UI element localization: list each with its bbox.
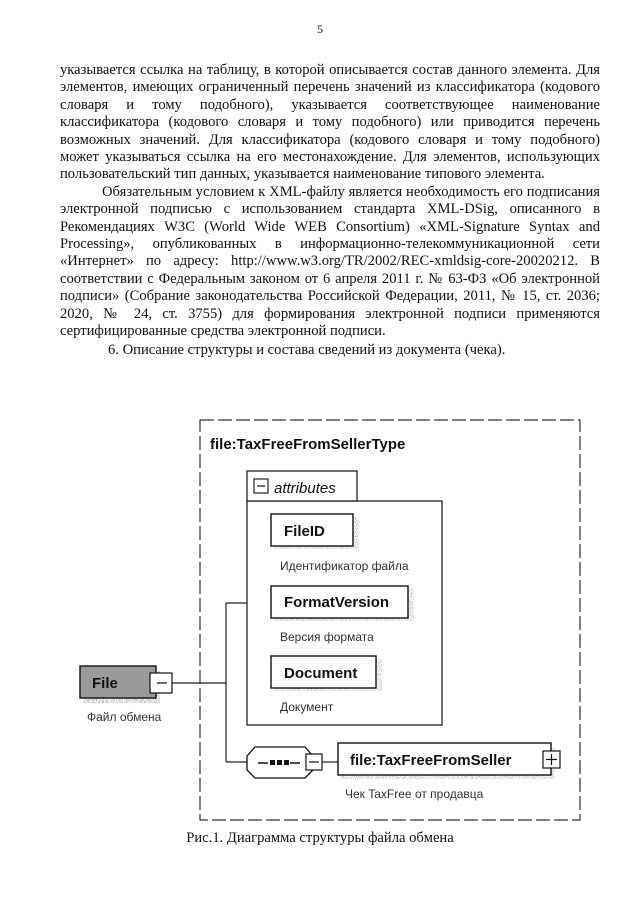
attribute-formatversion[interactable]	[271, 586, 414, 621]
attribute-name: FileID	[284, 523, 325, 540]
figure-caption: Рис.1. Диаграмма структуры файла обмена	[186, 830, 454, 846]
attribute-name: Document	[284, 665, 358, 682]
attribute-description: Идентификатор файла	[280, 559, 409, 573]
root-element-file[interactable]	[80, 666, 172, 703]
root-name: File	[92, 675, 118, 692]
attribute-document[interactable]	[271, 656, 382, 691]
page-number: 5	[317, 22, 323, 36]
section-heading: 6. Описание структуры и состава сведений из документа (чека).	[108, 341, 506, 358]
paragraph-2: Обязательным условием к XML-файлу является необходимость его подписания электронной подписью с использованием стандарта XML-DSig, описанного в Рекомендациях W3C (World Wide WEB Consortium) «XML-Signature Syntax and Processing», опубликованных в информационно-телекоммуникационной сети «Интернет» по адресу: http://www.w3.org/TR/2002/REC-xmldsig-core-20020212. В соответствии с Федеральным законом от 6 апреля 2011 г. № 63-ФЗ «Об электронной подписи» (Собрание законодательства Российской Федерации, 2011, № 15, ст. 2036; 2020, № 24, ст. 3755) для формирования электронной подписи применяются сертифицированные средства электронной подписи.	[60, 183, 600, 340]
sequence-compositor[interactable]	[247, 747, 322, 778]
root-description: Файл обмена	[87, 710, 162, 724]
attribute-description: Версия формата	[280, 630, 374, 644]
child-description: Чек TaxFree от продавца	[345, 787, 484, 801]
type-title: file:TaxFreeFromSellerType	[210, 436, 406, 453]
paragraph-1: указывается ссылка на таблицу, в которой описывается состав данного элемента. Для элементов, имеющих ограниченный перечень значений из классификатора (кодового словаря и тому подобного), указывается соответствующее наименование классификатора (кодового словаря и тому подобного) или приводится перечень возможных значений. Для классификатора (кодового словаря и тому подобного) может указываться ссылка на его местонахождение. Для элементов, использующих пользовательский тип данных, указывается наименование типового элемента.	[60, 62, 600, 183]
attributes-label: attributes	[274, 480, 336, 497]
child-element-taxfreefromseller[interactable]	[338, 743, 560, 779]
child-name: file:TaxFreeFromSeller	[350, 752, 512, 769]
attribute-name: FormatVersion	[284, 594, 390, 611]
attribute-fileid[interactable]	[271, 514, 359, 549]
attribute-description: Документ	[280, 700, 334, 714]
